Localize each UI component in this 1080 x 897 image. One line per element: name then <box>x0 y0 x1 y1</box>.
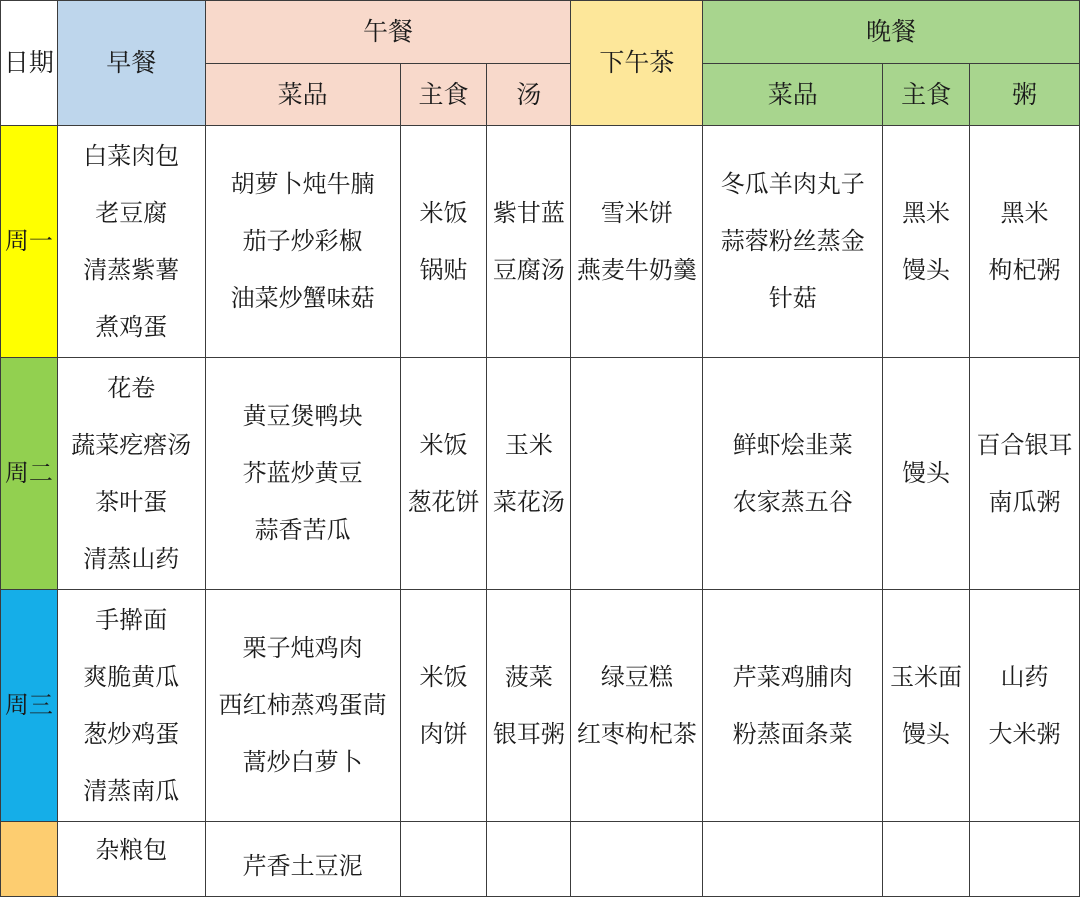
dinner-staple-cell <box>883 358 970 590</box>
menu-item: 农家蒸五谷 <box>732 487 853 516</box>
menu-item: 栗子炖鸡肉 <box>242 634 363 662</box>
header-dinner-porridge: 粥 <box>970 64 1080 126</box>
menu-item: 清蒸南瓜 <box>83 776 180 805</box>
lunch-staple-cell <box>400 358 487 590</box>
menu-item: 老豆腐 <box>95 198 168 227</box>
soup-cell <box>487 358 571 590</box>
menu-item: 粉蒸面条菜 <box>732 719 853 748</box>
menu-item: 燕麦牛奶羹 <box>576 255 697 284</box>
menu-item: 蒜蓉粉丝蒸金 <box>720 227 865 255</box>
header-dinner: 晚餐 <box>703 1 1080 64</box>
dinner-dish-cell <box>703 126 883 358</box>
menu-item: 山药 <box>1000 662 1049 691</box>
dinner-dish-cell <box>703 358 883 590</box>
menu-item: 黑米 <box>902 198 951 227</box>
menu-item: 蔬菜疙瘩汤 <box>71 430 192 459</box>
tea-cell <box>571 358 703 590</box>
soup-cell <box>487 126 571 358</box>
menu-item: 馒头 <box>902 719 951 748</box>
menu-item: 米饭 <box>419 662 468 691</box>
menu-item: 西红柿蒸鸡蛋茼 <box>218 691 387 719</box>
lunch-staple-cell <box>400 822 487 897</box>
header-lunch-staple: 主食 <box>400 64 487 126</box>
menu-item: 馒头 <box>902 255 951 284</box>
lunch-staple-cell <box>400 126 487 358</box>
porridge-cell <box>970 822 1080 897</box>
tea-cell <box>571 590 703 822</box>
menu-item: 茄子炒彩椒 <box>242 227 363 255</box>
soup-cell <box>487 590 571 822</box>
porridge-cell <box>970 358 1080 590</box>
header-dinner-dish: 菜品 <box>703 64 883 126</box>
menu-item: 油菜炒蟹味菇 <box>230 284 375 312</box>
menu-item: 南瓜粥 <box>988 487 1061 516</box>
header-breakfast: 早餐 <box>57 1 205 126</box>
menu-item: 茶叶蛋 <box>95 487 168 516</box>
header-date: 日期 <box>1 1 58 126</box>
table-row <box>1 358 1080 590</box>
menu-item: 杂粮包 <box>95 836 168 864</box>
menu-item: 清蒸山药 <box>83 544 180 573</box>
menu-item: 雪米饼 <box>600 198 673 227</box>
menu-item: 绿豆糕 <box>600 662 673 691</box>
menu-body <box>1 126 1080 897</box>
menu-item: 银耳粥 <box>492 719 565 748</box>
menu-item: 馒头 <box>902 459 951 487</box>
menu-item: 红枣枸杞茶 <box>576 719 697 748</box>
menu-item: 菠菜 <box>504 662 553 691</box>
header-lunch-dish: 菜品 <box>205 64 400 126</box>
menu-item: 黄豆煲鸭块 <box>242 402 363 430</box>
day-cell: 周一 <box>1 126 58 358</box>
menu-item: 菜花汤 <box>492 487 565 516</box>
dinner-staple-cell <box>883 822 970 897</box>
porridge-cell <box>970 590 1080 822</box>
breakfast-cell <box>57 590 205 822</box>
menu-item: 蒜香苦瓜 <box>254 516 351 544</box>
porridge-cell <box>970 126 1080 358</box>
dinner-staple-cell <box>883 126 970 358</box>
menu-item: 锅贴 <box>419 255 468 284</box>
menu-item: 玉米面 <box>890 662 963 691</box>
menu-item: 清蒸紫薯 <box>83 255 180 284</box>
lunch-dish-cell <box>205 590 400 822</box>
menu-item: 紫甘蓝 <box>492 198 565 227</box>
dinner-dish-cell <box>703 590 883 822</box>
menu-item: 白菜肉包 <box>83 141 180 170</box>
breakfast-cell <box>57 126 205 358</box>
menu-item: 爽脆黄瓜 <box>83 662 180 691</box>
breakfast-cell <box>57 358 205 590</box>
header-lunch: 午餐 <box>205 1 571 64</box>
day-cell: 周二 <box>1 358 58 590</box>
menu-item: 蒿炒白萝卜 <box>242 748 363 776</box>
day-cell: 周三 <box>1 590 58 822</box>
menu-item: 胡萝卜炖牛腩 <box>230 170 375 198</box>
menu-item: 葱花饼 <box>407 487 480 516</box>
menu-item: 米饭 <box>419 430 468 459</box>
dinner-dish-cell <box>703 822 883 897</box>
menu-item: 冬瓜羊肉丸子 <box>720 170 865 198</box>
menu-item: 手擀面 <box>95 605 168 634</box>
day-cell <box>1 822 58 897</box>
menu-item: 枸杞粥 <box>988 255 1061 284</box>
menu-item: 豆腐汤 <box>492 255 565 284</box>
soup-cell <box>487 822 571 897</box>
menu-item: 芹香土豆泥 <box>242 852 363 880</box>
menu-item: 大米粥 <box>988 719 1061 748</box>
menu-item: 肉饼 <box>419 719 468 748</box>
lunch-dish-cell <box>205 822 400 897</box>
tea-cell <box>571 126 703 358</box>
table-row <box>1 822 1080 897</box>
lunch-dish-cell <box>205 358 400 590</box>
breakfast-cell <box>57 822 205 897</box>
header-afternoon-tea: 下午茶 <box>571 1 703 126</box>
table-row <box>1 590 1080 822</box>
header-lunch-soup: 汤 <box>487 64 571 126</box>
menu-item: 芥蓝炒黄豆 <box>242 459 363 487</box>
menu-item: 黑米 <box>1000 198 1049 227</box>
menu-item: 煮鸡蛋 <box>95 312 168 341</box>
lunch-staple-cell <box>400 590 487 822</box>
menu-item: 花卷 <box>107 373 156 402</box>
menu-item: 鲜虾烩韭菜 <box>732 430 853 459</box>
menu-item: 芹菜鸡脯肉 <box>732 662 853 691</box>
menu-item: 针菇 <box>768 284 817 312</box>
lunch-dish-cell <box>205 126 400 358</box>
dinner-staple-cell <box>883 590 970 822</box>
tea-cell <box>571 822 703 897</box>
menu-item: 葱炒鸡蛋 <box>83 719 180 748</box>
menu-item: 百合银耳 <box>976 430 1073 459</box>
table-row <box>1 126 1080 358</box>
menu-item: 米饭 <box>419 198 468 227</box>
menu-item: 玉米 <box>504 430 553 459</box>
header-dinner-staple: 主食 <box>883 64 970 126</box>
